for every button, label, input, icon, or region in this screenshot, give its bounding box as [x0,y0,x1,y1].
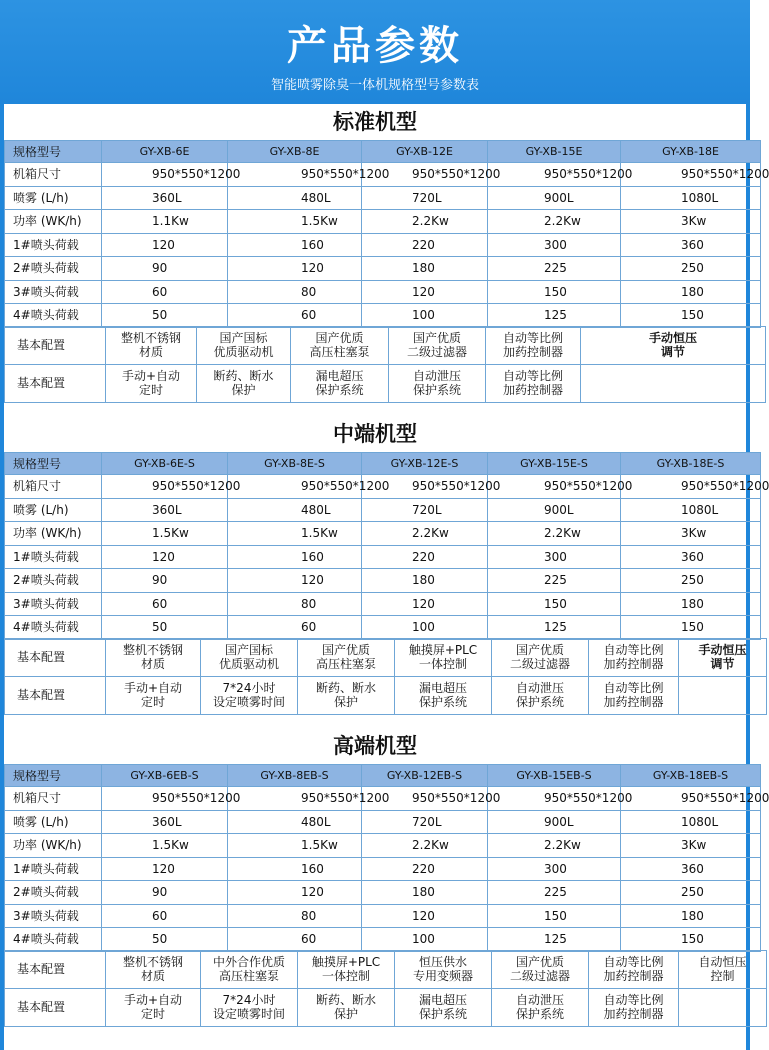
spec-cell: 480L [228,186,362,210]
spec-cell: 225 [488,569,621,593]
config-cell [106,326,197,364]
row-label: 机箱尺寸 [5,163,102,187]
row-label: 1#喷头荷载 [5,233,102,257]
spec-cell: 950*550*1200 [102,475,228,499]
config-cell [106,676,201,714]
config-text: 7*24小时 设定喷雾时间 [212,681,285,709]
spec-row [5,810,761,834]
config-row [5,638,767,676]
spec-cell: 2.2Kw [362,210,488,234]
spec-row [5,210,761,234]
spec-row [5,186,761,210]
spec-cell: 1080L [621,498,761,522]
config-text: 断药、断水 保护 [315,681,376,709]
spec-cell: 900L [488,498,621,522]
model-cell: GY-XB-15E [488,141,621,163]
config-cell [492,638,589,676]
config-cell [201,638,298,676]
config-cell [581,326,766,364]
spec-cell: 950*550*1200 [621,475,761,499]
model-cell: GY-XB-15EB-S [488,765,621,787]
model-row [5,141,761,163]
spec-cell: 950*550*1200 [488,163,621,187]
config-cell [389,326,486,364]
config-text: 自动等比例 加药控制器 [603,681,664,709]
config-text: 整机不锈钢 材质 [122,643,183,671]
model-cell: GY-XB-12E [362,141,488,163]
spec-cell: 60 [102,904,228,928]
config-cell [201,676,298,714]
config-text: 漏电超压 保护系统 [418,681,467,709]
config-cell [395,676,492,714]
spec-cell: 90 [102,569,228,593]
spec-cell: 125 [488,304,621,328]
config-text: 自动等比例 加药控制器 [603,955,664,983]
spec-cell: 1.5Kw [228,834,362,858]
spec-cell: 125 [488,616,621,640]
spec-row [5,545,761,569]
config-table [4,950,767,1027]
spec-cell: 150 [488,280,621,304]
config-text: 国产国标 优质驱动机 [218,643,279,671]
config-text: 手动+自动 定时 [121,369,181,397]
config-cell [679,638,767,676]
model-cell: GY-XB-8EB-S [228,765,362,787]
spec-cell: 950*550*1200 [102,163,228,187]
row-label: 功率 (WK/h) [5,834,102,858]
section-2 [4,416,769,728]
row-label: 基本配置 [5,676,106,714]
model-row [5,453,761,475]
spec-cell: 180 [362,257,488,281]
spec-cell: 90 [102,257,228,281]
spec-cell: 2.2Kw [488,834,621,858]
spec-cell: 720L [362,498,488,522]
config-cell [395,988,492,1026]
row-label: 功率 (WK/h) [5,522,102,546]
config-cell [486,326,581,364]
config-text: 触摸屏+PLC 一体控制 [311,955,381,983]
config-cell [492,988,589,1026]
spec-cell: 250 [621,881,761,905]
spec-row [5,522,761,546]
spec-cell: 180 [621,280,761,304]
spec-cell: 1080L [621,186,761,210]
spec-cell: 950*550*1200 [228,163,362,187]
spec-row [5,257,761,281]
config-row [5,326,766,364]
spec-cell: 3Kw [621,210,761,234]
page-header [0,0,750,104]
row-label: 机箱尺寸 [5,475,102,499]
config-cell [106,988,201,1026]
section-title: 标准机型 [333,110,417,134]
spec-cell: 950*550*1200 [228,787,362,811]
config-cell [581,364,766,402]
model-row [5,765,761,787]
spec-cell: 60 [228,616,362,640]
spec-cell: 160 [228,545,362,569]
spec-cell: 150 [621,616,761,640]
config-text: 自动等比例 加药控制器 [603,643,664,671]
row-label: 3#喷头荷载 [5,904,102,928]
config-cell [291,326,389,364]
spec-row [5,787,761,811]
spec-cell: 120 [362,592,488,616]
spec-cell: 950*550*1200 [621,163,761,187]
model-cell: GY-XB-8E-S [228,453,362,475]
spec-cell: 360L [102,498,228,522]
spec-cell: 120 [228,569,362,593]
spec-cell: 60 [228,928,362,952]
config-cell [201,950,298,988]
config-text: 国产国标 优质驱动机 [213,331,274,359]
spec-cell: 180 [362,569,488,593]
spec-cell: 360 [621,545,761,569]
spec-cell: 50 [102,304,228,328]
row-label: 2#喷头荷载 [5,257,102,281]
spec-cell: 300 [488,233,621,257]
model-cell: GY-XB-6E [102,141,228,163]
row-label: 喷雾 (L/h) [5,186,102,210]
spec-cell: 225 [488,881,621,905]
config-text: 整机不锈钢 材质 [120,331,181,359]
spec-cell: 60 [102,592,228,616]
row-label: 喷雾 (L/h) [5,810,102,834]
model-cell: GY-XB-12EB-S [362,765,488,787]
spec-cell: 120 [362,904,488,928]
spec-cell: 360L [102,810,228,834]
spec-cell: 950*550*1200 [362,475,488,499]
config-row [5,950,767,988]
row-label: 基本配置 [5,988,106,1026]
spec-row [5,569,761,593]
spec-cell: 180 [362,881,488,905]
config-cell [492,950,589,988]
spec-row [5,304,761,328]
spec-cell: 480L [228,498,362,522]
spec-cell: 90 [102,881,228,905]
spec-cell: 160 [228,857,362,881]
spec-cell: 720L [362,810,488,834]
config-text: 手动+自动 定时 [123,681,183,709]
spec-cell: 1.5Kw [228,210,362,234]
spec-cell: 950*550*1200 [488,787,621,811]
spec-cell: 180 [621,592,761,616]
config-table [4,326,766,403]
spec-cell: 250 [621,569,761,593]
section-1 [4,104,769,416]
model-cell: GY-XB-8E [228,141,362,163]
spec-cell: 50 [102,928,228,952]
config-cell [679,988,767,1026]
row-label: 规格型号 [5,141,102,163]
config-text: 国产优质 二级过滤器 [509,643,570,671]
config-cell [492,676,589,714]
model-cell: GY-XB-12E-S [362,453,488,475]
spec-row [5,475,761,499]
row-label: 基本配置 [5,326,106,364]
row-label: 机箱尺寸 [5,787,102,811]
spec-cell: 250 [621,257,761,281]
config-cell [106,364,197,402]
spec-row [5,163,761,187]
config-text: 自动泄压 保护系统 [515,681,564,709]
spec-row [5,834,761,858]
spec-cell: 900L [488,810,621,834]
model-cell: GY-XB-6EB-S [102,765,228,787]
config-text: 自动等比例 加药控制器 [603,993,664,1021]
config-text: 断药、断水 保护 [315,993,376,1021]
spec-cell: 950*550*1200 [621,787,761,811]
config-text: 手动恒压 调节 [648,331,697,359]
row-label: 4#喷头荷载 [5,304,102,328]
spec-cell: 720L [362,186,488,210]
config-text: 自动泄压 保护系统 [412,369,461,397]
config-cell [298,638,395,676]
config-text: 手动恒压 调节 [698,643,747,671]
spec-cell: 120 [228,881,362,905]
config-text: 7*24小时 设定喷雾时间 [212,993,285,1021]
config-text: 国产优质 二级过滤器 [509,955,570,983]
config-text: 自动泄压 保护系统 [515,993,564,1021]
config-cell [589,988,679,1026]
spec-cell: 3Kw [621,522,761,546]
spec-cell: 2.2Kw [488,522,621,546]
spec-cell: 60 [102,280,228,304]
row-label: 喷雾 (L/h) [5,498,102,522]
spec-cell: 220 [362,233,488,257]
config-cell [486,364,581,402]
spec-cell: 100 [362,616,488,640]
spec-cell: 220 [362,857,488,881]
row-label: 1#喷头荷载 [5,857,102,881]
spec-row [5,233,761,257]
spec-row [5,904,761,928]
spec-row [5,881,761,905]
spec-cell: 950*550*1200 [102,787,228,811]
row-label: 基本配置 [5,950,106,988]
config-cell [298,676,395,714]
config-text: 恒压供水 专用变频器 [412,955,473,983]
section-title: 中端机型 [333,422,417,446]
model-cell: GY-XB-15E-S [488,453,621,475]
config-text: 自动恒压 控制 [698,955,747,983]
spec-row [5,280,761,304]
model-cell: GY-XB-18E-S [621,453,761,475]
page-title: 产品参数 [287,22,463,69]
config-cell [679,950,767,988]
config-row [5,676,767,714]
spec-cell: 100 [362,304,488,328]
config-table [4,638,767,715]
row-label: 1#喷头荷载 [5,545,102,569]
row-label: 2#喷头荷载 [5,569,102,593]
spec-cell: 2.2Kw [362,522,488,546]
spec-cell: 220 [362,545,488,569]
config-cell [679,676,767,714]
spec-cell: 950*550*1200 [362,787,488,811]
config-cell [395,638,492,676]
config-cell [298,950,395,988]
spec-cell: 1.5Kw [102,834,228,858]
config-row [5,988,767,1026]
spec-cell: 120 [102,857,228,881]
row-label: 规格型号 [5,765,102,787]
row-label: 2#喷头荷载 [5,881,102,905]
spec-cell: 2.2Kw [362,834,488,858]
row-label: 规格型号 [5,453,102,475]
spec-row [5,592,761,616]
config-cell [291,364,389,402]
model-cell: GY-XB-18E [621,141,761,163]
spec-cell: 1.1Kw [102,210,228,234]
spec-cell: 80 [228,280,362,304]
spec-cell: 150 [488,904,621,928]
spec-cell: 80 [228,592,362,616]
spec-cell: 360L [102,186,228,210]
spec-cell: 120 [102,545,228,569]
spec-cell: 360 [621,233,761,257]
spec-cell: 150 [621,304,761,328]
config-text: 中外合作优质 高压柱塞泵 [212,955,285,983]
config-text: 自动等比例 加药控制器 [502,369,563,397]
spec-row [5,857,761,881]
row-label: 基本配置 [5,638,106,676]
spec-cell: 225 [488,257,621,281]
spec-cell: 80 [228,904,362,928]
config-text: 国产优质 高压柱塞泵 [309,331,370,359]
section-title: 高端机型 [333,734,417,758]
spec-cell: 1.5Kw [228,522,362,546]
spec-row [5,928,761,952]
config-cell [197,364,291,402]
spec-table [4,452,769,640]
row-label: 功率 (WK/h) [5,210,102,234]
spec-cell: 480L [228,810,362,834]
config-cell [106,950,201,988]
config-cell [298,988,395,1026]
config-text: 手动+自动 定时 [123,993,183,1021]
page-subtitle: 智能喷雾除臭一体机规格型号参数表 [270,78,479,93]
row-label: 3#喷头荷载 [5,592,102,616]
spec-cell: 180 [621,904,761,928]
config-text: 漏电超压 保护系统 [418,993,467,1021]
spec-cell: 150 [621,928,761,952]
config-text: 断药、断水 保护 [213,369,274,397]
spec-cell: 950*550*1200 [362,163,488,187]
spec-table [4,764,769,952]
config-text: 漏电超压 保护系统 [315,369,364,397]
row-label: 4#喷头荷载 [5,616,102,640]
spec-cell: 100 [362,928,488,952]
spec-cell: 950*550*1200 [488,475,621,499]
config-text: 触摸屏+PLC 一体控制 [408,643,478,671]
spec-cell: 3Kw [621,834,761,858]
row-label: 基本配置 [5,364,106,402]
config-cell [395,950,492,988]
spec-row [5,616,761,640]
spec-cell: 125 [488,928,621,952]
model-cell: GY-XB-18EB-S [621,765,761,787]
config-cell [589,950,679,988]
spec-cell: 1.5Kw [102,522,228,546]
config-text: 整机不锈钢 材质 [122,955,183,983]
spec-cell: 120 [228,257,362,281]
section-3 [4,728,769,1050]
config-cell [197,326,291,364]
config-cell [389,364,486,402]
spec-cell: 900L [488,186,621,210]
spec-cell: 150 [488,592,621,616]
parameter-tables-frame [0,104,769,1050]
spec-row [5,498,761,522]
spec-cell: 300 [488,545,621,569]
spec-cell: 120 [362,280,488,304]
spec-cell: 950*550*1200 [228,475,362,499]
spec-cell: 1080L [621,810,761,834]
config-cell [106,638,201,676]
config-text: 国产优质 二级过滤器 [406,331,467,359]
row-label: 3#喷头荷载 [5,280,102,304]
spec-cell: 300 [488,857,621,881]
config-cell [589,676,679,714]
config-text: 自动等比例 加药控制器 [502,331,563,359]
spec-cell: 360 [621,857,761,881]
spec-cell: 160 [228,233,362,257]
config-row [5,364,766,402]
spec-cell: 2.2Kw [488,210,621,234]
spec-cell: 120 [102,233,228,257]
spec-table [4,140,769,328]
row-label: 4#喷头荷载 [5,928,102,952]
config-text: 国产优质 高压柱塞泵 [315,643,376,671]
model-cell: GY-XB-6E-S [102,453,228,475]
config-cell [201,988,298,1026]
spec-cell: 50 [102,616,228,640]
config-cell [589,638,679,676]
spec-cell: 60 [228,304,362,328]
